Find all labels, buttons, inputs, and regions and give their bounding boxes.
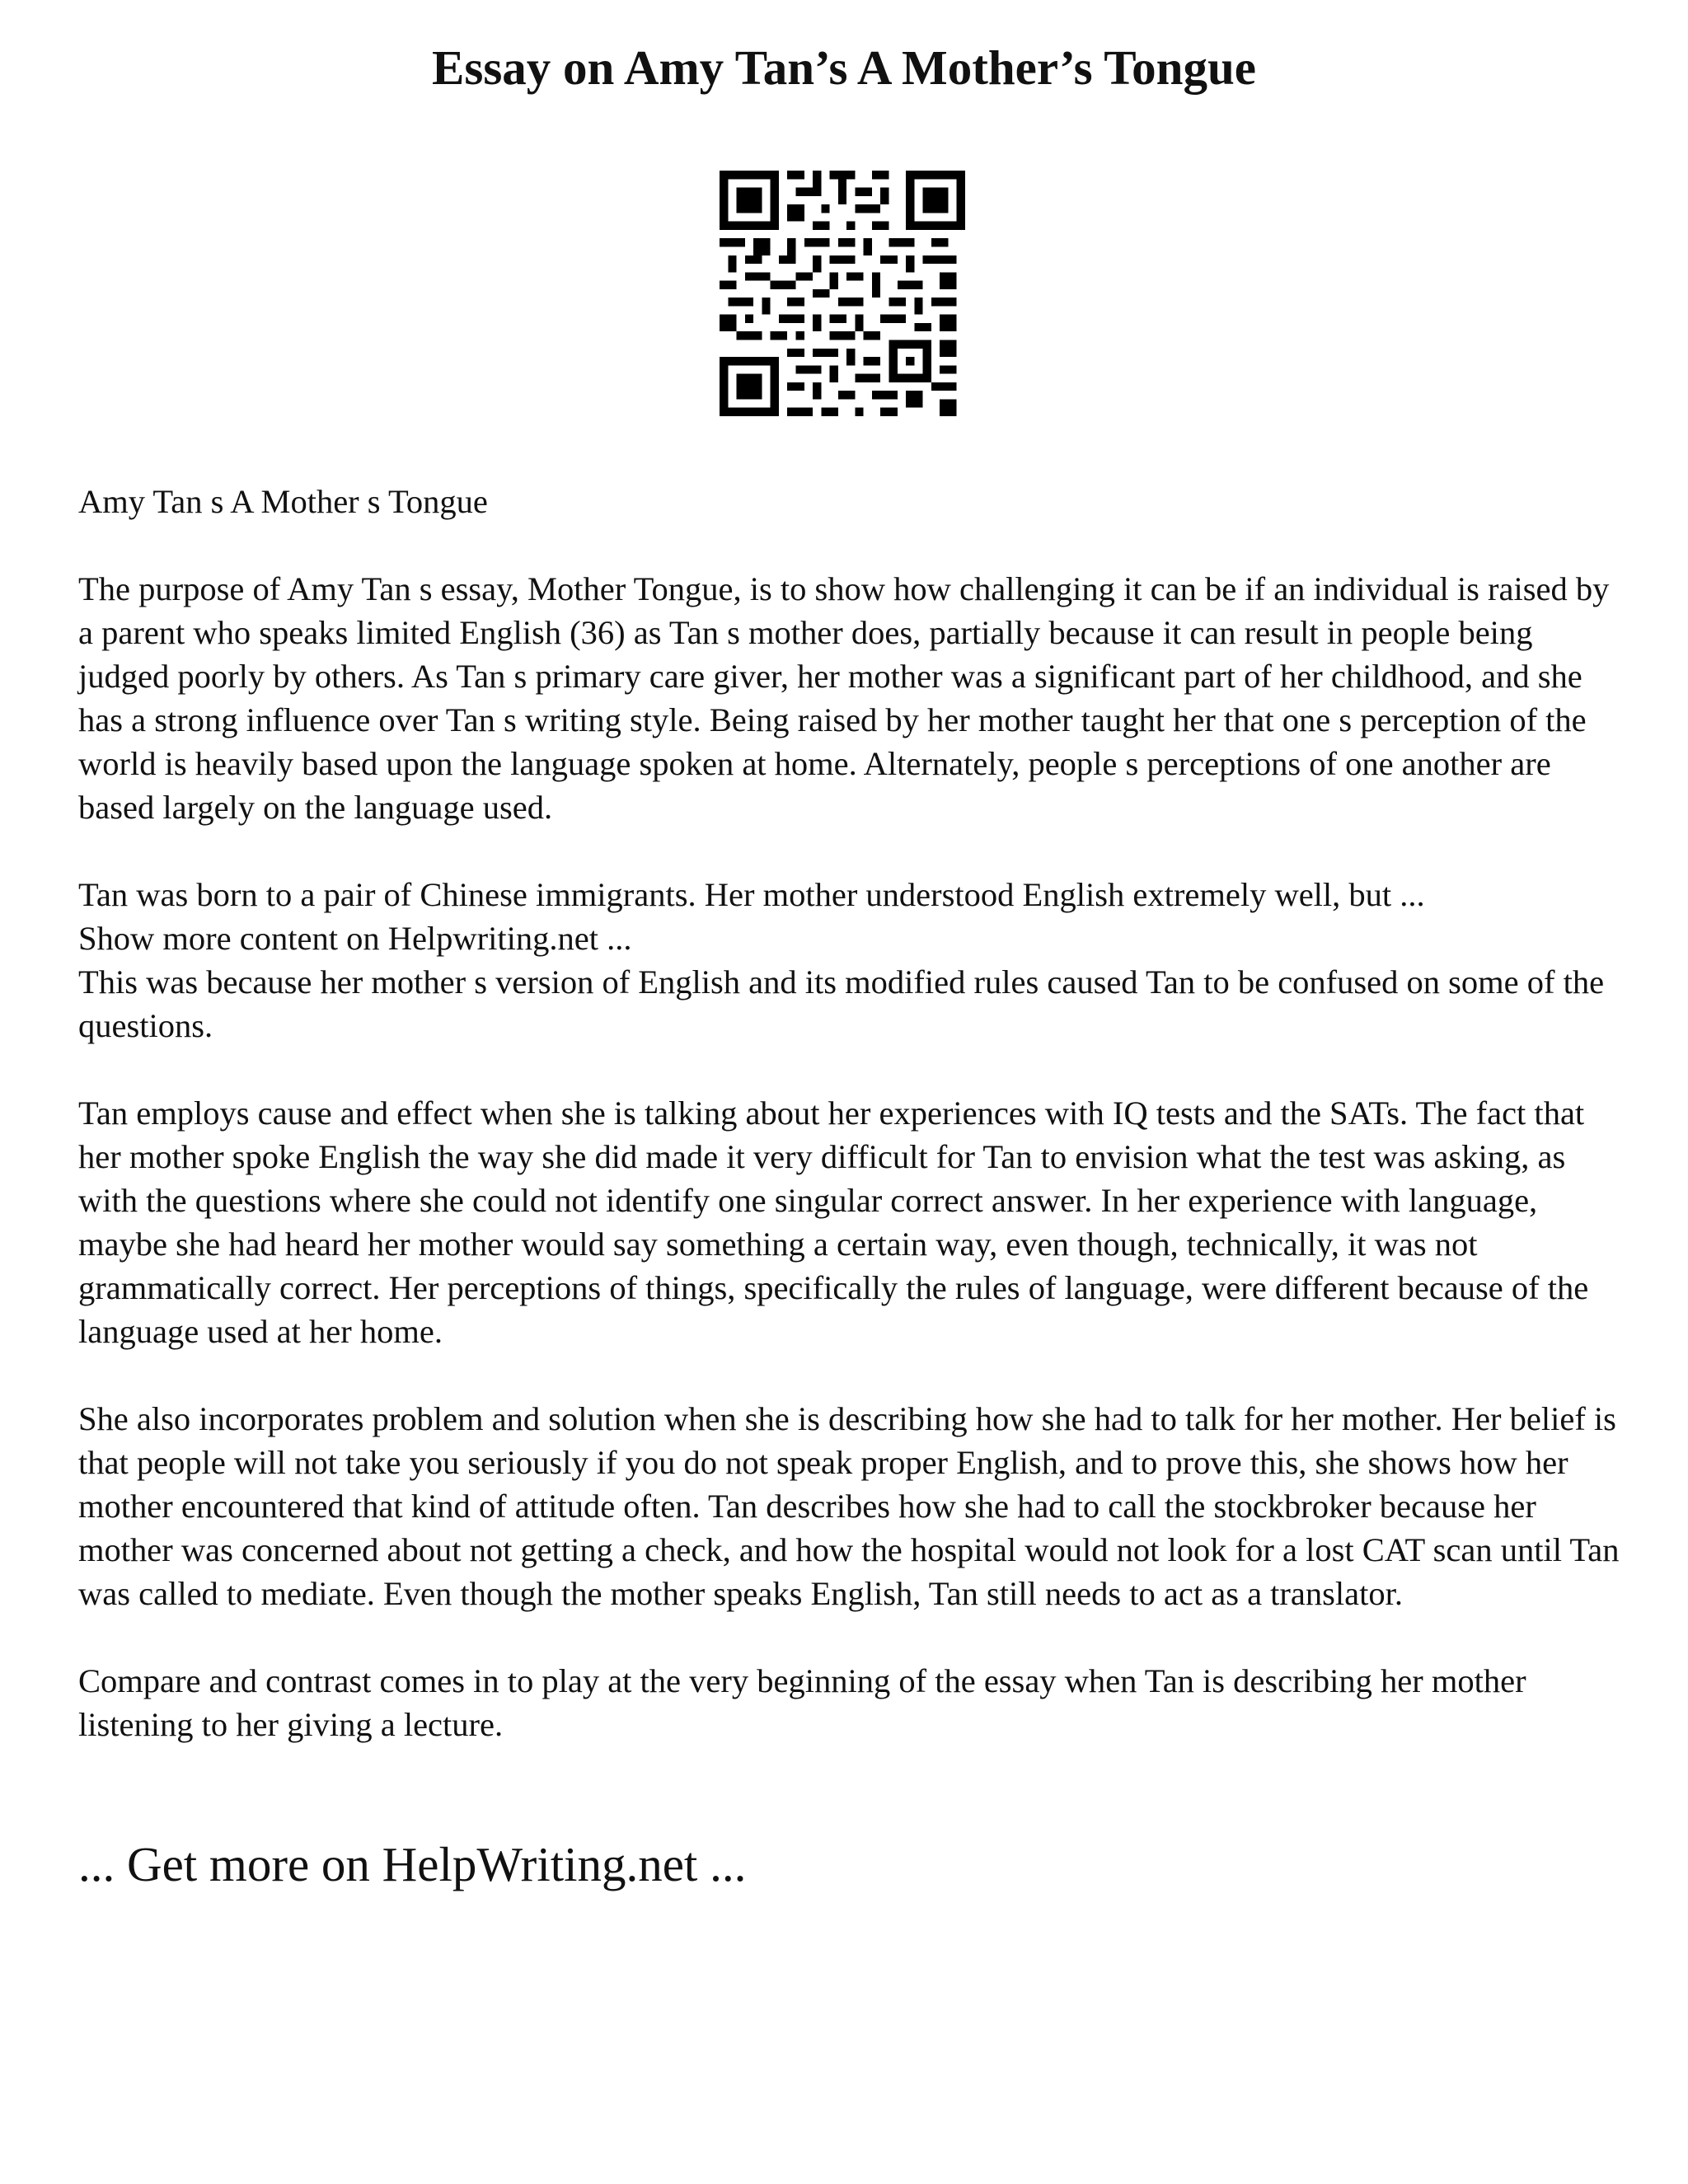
essay-paragraph-6: Compare and contrast comes in to play at the very beginning of the essay when Tan is describing her mother listening to her giving a lecture. <box>78 1662 1526 1743</box>
essay-subtitle: Amy Tan s A Mother s Tongue <box>78 483 488 520</box>
essay-paragraph-4: Tan employs cause and effect when she is talking about her experiences with IQ tests and the SATs. The fact that her mother spoke English the way she did made it very difficult for Tan to envision what the test was asking, as with the questions where she could not identify one singular correct answer. In her experience with language, maybe she had heard her mother would say something a certain way, even though, technically, it was not grammatically correct. Her perceptions of things, specifically the rules of language, were different because of the language used at her home. <box>78 1094 1589 1350</box>
get-more-link[interactable]: ... Get more on HelpWriting.net ... <box>78 1837 747 1891</box>
essay-paragraph-5: She also incorporates problem and solution when she is describing how she had to talk for her mother. Her belief is that people will not take you seriously if you do not speak proper English, and to prove this, she shows how her mother encountered that kind of attitude often. Tan describes how she had to call the stockbroker because her mother was concerned about not getting a check, and how the hospital would not look for a lost CAT scan until Tan was called to mediate. Even though the mother speaks English, Tan still needs to act as a translator. <box>78 1400 1620 1612</box>
essay-paragraph-3: This was because her mother s version of English and its modified rules caused Tan to be confused on some of the questions. <box>78 963 1605 1044</box>
essay-body <box>78 480 1628 1790</box>
essay-paragraph-1: The purpose of Amy Tan s essay, Mother Tongue, is to show how challenging it can be if an individual is raised by a parent who speaks limited English (36) as Tan s mother does, partially because it can result in people being judged poorly by others. As Tan s primary care giver, her mother was a significant part of her childhood, and she has a strong influence over Tan s writing style. Being raised by her mother taught her that one s perception of the world is heavily based upon the language spoken at home. Alternately, people s perceptions of one another are based largely on the language used. <box>78 570 1610 826</box>
document-title: Essay on Amy Tan’s A Mother’s Tongue <box>432 40 1256 95</box>
show-more-link[interactable]: Show more content on Helpwriting.net ... <box>78 920 632 957</box>
essay-paragraph-2: Tan was born to a pair of Chinese immigrants. Her mother understood English extremely well, but ... <box>78 876 1425 913</box>
qr-code-icon <box>720 171 965 416</box>
